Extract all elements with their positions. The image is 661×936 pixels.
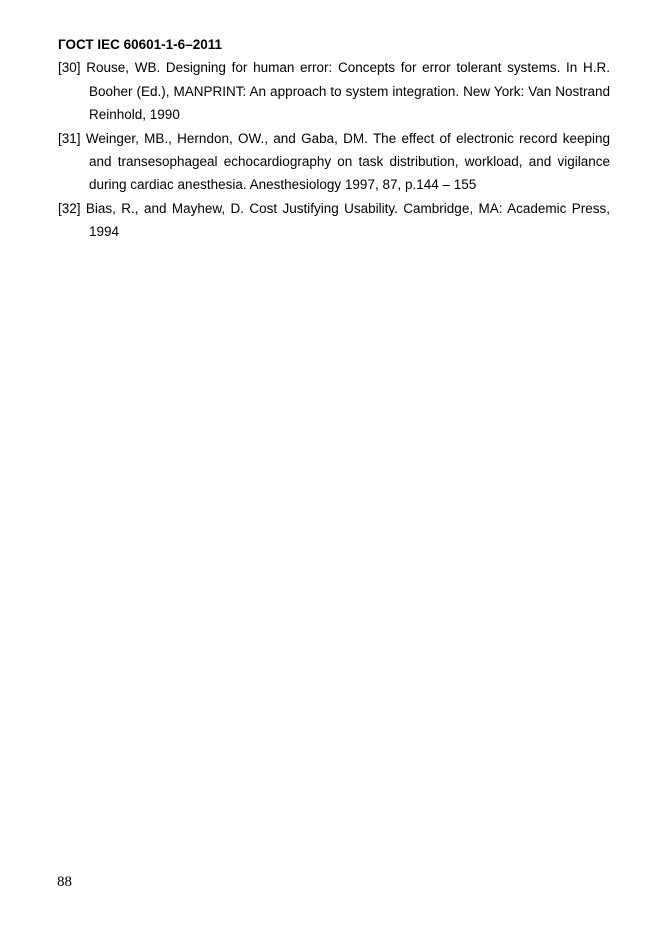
reference-line <box>58 56 610 79</box>
reference-text: Weinger, MB., Herndon, OW., and Gaba, DM. The effect of electronic record keeping <box>85 130 610 146</box>
reference-line: Booher (Ed.), MANPRINT: An approach to system integration. New York: Van Nostrand <box>89 83 610 99</box>
reference-label: [30] <box>58 60 81 76</box>
reference-entry-30 <box>58 56 610 126</box>
reference-entry-31 <box>58 127 610 197</box>
document-header: ГОСТ IEC 60601-1-6–2011 <box>58 37 222 52</box>
reference-line: Reinhold, 1990 <box>89 107 180 123</box>
reference-line: and transesophageal echocardiography on task distribution, workload, and vigilance <box>89 154 610 170</box>
page-content <box>58 33 610 244</box>
reference-label: [31] <box>58 130 81 146</box>
reference-line: 1994 <box>89 224 120 240</box>
reference-line <box>58 127 610 150</box>
reference-text: Bias, R., and Mayhew, D. Cost Justifying Usability. Cambridge, MA: Academic Press, <box>85 200 610 216</box>
reference-entry-32 <box>58 197 610 244</box>
reference-line: during cardiac anesthesia. Anesthesiology 1997, 87, p.144 – 155 <box>89 177 477 193</box>
reference-text: Rouse, WB. Designing for human error: Concepts for error tolerant systems. In H.R. <box>86 60 610 76</box>
page-number: 88 <box>57 874 72 890</box>
reference-label: [32] <box>58 200 81 216</box>
reference-line <box>58 197 610 220</box>
